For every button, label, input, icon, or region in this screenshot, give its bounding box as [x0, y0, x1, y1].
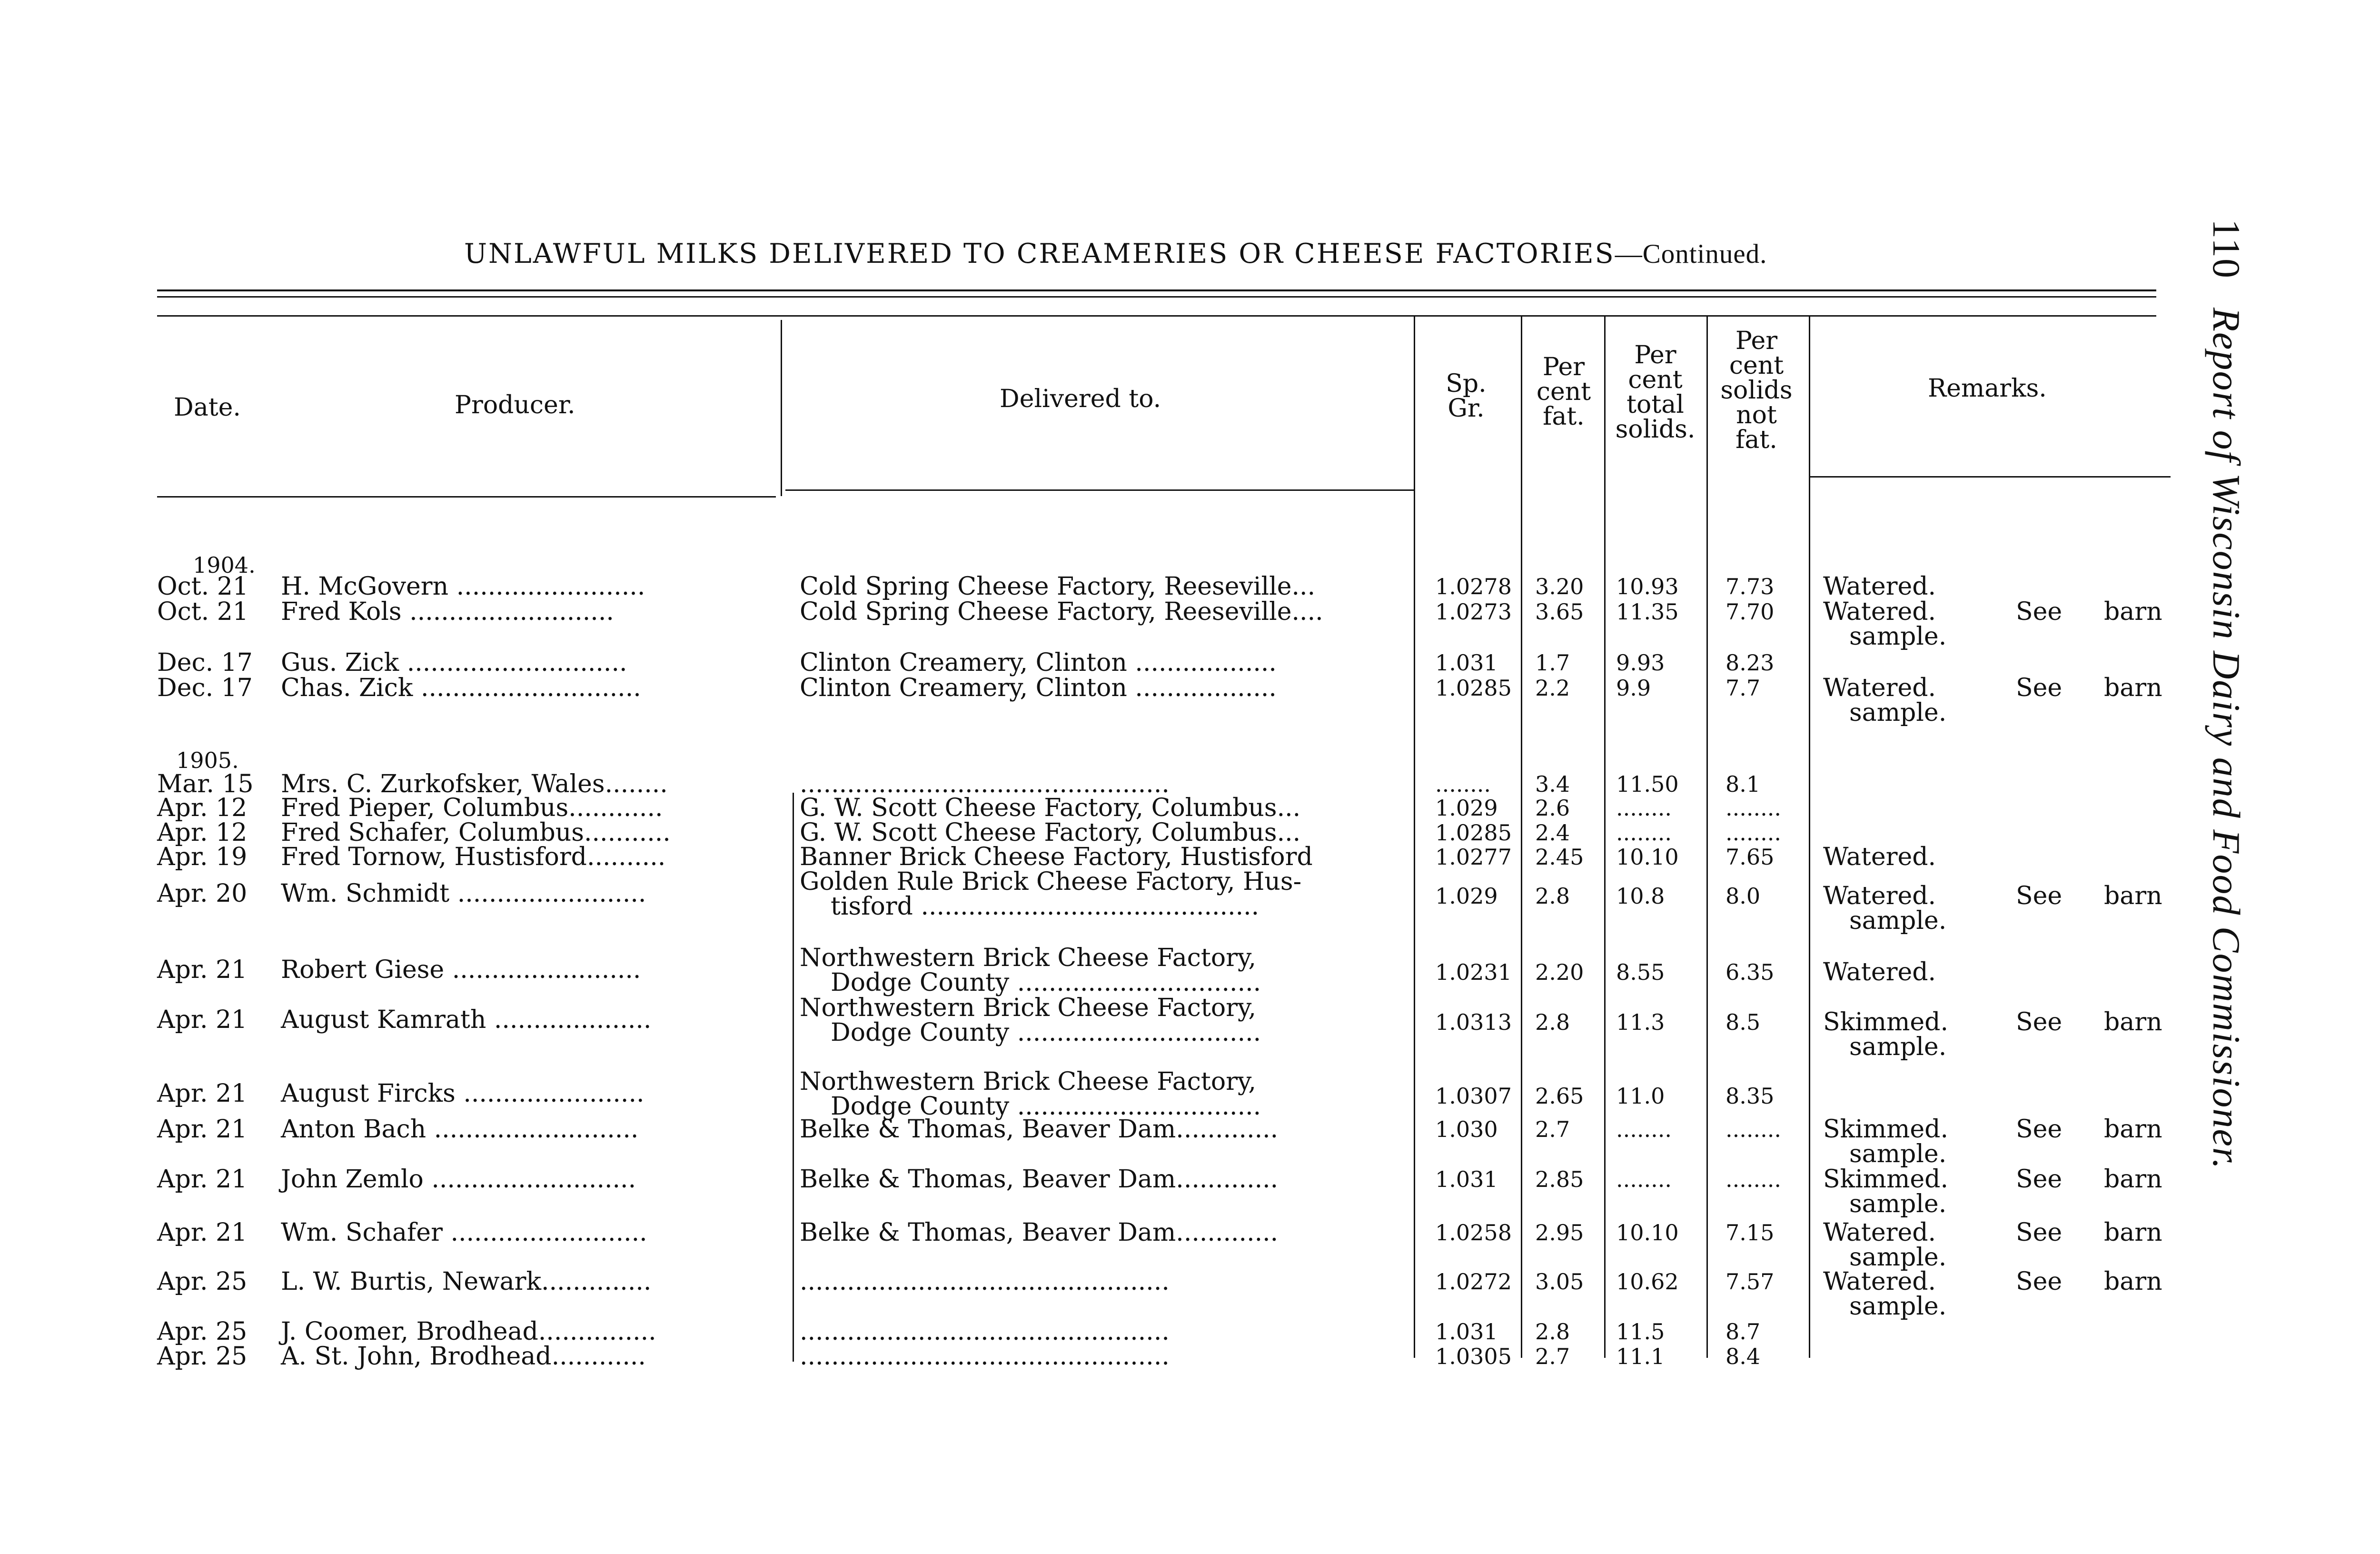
row-spgr: 1.031: [1435, 650, 1498, 676]
row-spgr: 1.0277: [1435, 844, 1512, 870]
row-date: Apr. 21: [157, 956, 248, 984]
header-total-line: total: [1626, 390, 1684, 419]
running-head: [2204, 219, 2249, 1170]
row-total-solids: 11.1: [1616, 1344, 1665, 1369]
row-solids-not-fat: 8.1: [1726, 771, 1761, 797]
row-delivered: G. W. Scott Cheese Factory, Columbus...: [800, 818, 1301, 847]
row-solids-not-fat: 8.4: [1726, 1344, 1761, 1369]
row-spgr: 1.029: [1435, 883, 1498, 909]
row-total-solids: ........: [1616, 1166, 1672, 1192]
row-remarks: Watered.: [1823, 598, 1936, 626]
row-delivered: ...............................................: [800, 770, 1170, 798]
row-date: Apr. 25: [157, 1267, 248, 1296]
row-producer: Anton Bach ..........................: [281, 1115, 639, 1144]
row-fat: 2.4: [1535, 820, 1570, 846]
row-remarks: Watered.: [1823, 572, 1936, 601]
header-producer: Producer.: [455, 391, 575, 419]
row-total-solids: 11.3: [1616, 1009, 1665, 1035]
row-fat: 2.95: [1535, 1220, 1584, 1245]
row-remarks-sample: sample.: [1849, 906, 1947, 935]
row-remarks-sample: sample.: [1849, 1140, 1947, 1168]
row-solids-not-fat: 7.73: [1726, 574, 1775, 599]
row-solids-not-fat: 8.23: [1726, 650, 1775, 676]
row-delivered-cont: tisford ...........................................: [831, 892, 1259, 921]
row-solids-not-fat: 8.7: [1726, 1319, 1761, 1345]
header-fat-line: cent: [1536, 378, 1591, 406]
row-remarks: Watered.: [1823, 1218, 1936, 1247]
row-solids-not-fat: 6.35: [1726, 959, 1775, 985]
row-producer: Fred Pieper, Columbus............: [281, 794, 663, 822]
col-divider-snf: [1706, 315, 1708, 1358]
row-fat: 3.20: [1535, 574, 1584, 599]
row-remarks-sample: sample.: [1849, 622, 1947, 651]
row-delivered: Cold Spring Cheese Factory, Reeseville...: [800, 572, 1316, 601]
row-total-solids: 11.35: [1616, 599, 1679, 625]
row-delivered-cont: Dodge County ...............................: [831, 1018, 1261, 1047]
header-snf-line: solids: [1720, 376, 1793, 405]
row-date: Apr. 12: [157, 818, 248, 847]
row-total-solids: ........: [1616, 1116, 1672, 1142]
row-fat: 2.8: [1535, 1319, 1570, 1345]
row-spgr: 1.030: [1435, 1116, 1498, 1142]
row-delivered: Belke & Thomas, Beaver Dam.............: [800, 1165, 1279, 1194]
row-remarks: Skimmed.: [1823, 1115, 1948, 1144]
header-rule-left: [157, 496, 776, 498]
row-spgr: ........: [1435, 771, 1491, 797]
header-snf-line: Per: [1735, 327, 1778, 355]
row-remarks: Skimmed.: [1823, 1165, 1948, 1194]
row-date: Mar. 15: [157, 770, 254, 798]
col-divider-total: [1604, 315, 1606, 1358]
top-rule-1: [157, 289, 2156, 291]
row-solids-not-fat: 8.35: [1726, 1083, 1775, 1109]
row-solids-not-fat: 7.70: [1726, 599, 1775, 625]
row-spgr: 1.0305: [1435, 1344, 1512, 1369]
row-producer: J. Coomer, Brodhead...............: [281, 1317, 656, 1346]
row-date: Oct. 21: [157, 572, 248, 601]
row-fat: 2.20: [1535, 959, 1584, 985]
row-remarks-sample: sample.: [1849, 1190, 1947, 1218]
row-delivered: Clinton Creamery, Clinton ..................: [800, 674, 1277, 702]
row-remarks-see: See: [2016, 598, 2063, 626]
row-fat: 1.7: [1535, 650, 1570, 676]
page-number: 110: [2205, 219, 2248, 279]
row-remarks-see: See: [2016, 882, 2063, 910]
row-solids-not-fat: 7.65: [1726, 844, 1775, 870]
row-spgr: 1.0278: [1435, 574, 1512, 599]
row-solids-not-fat: ........: [1726, 795, 1781, 821]
row-date: Dec. 17: [157, 648, 253, 677]
row-delivered: Banner Brick Cheese Factory, Hustisford: [800, 843, 1313, 871]
row-total-solids: 8.55: [1616, 959, 1665, 985]
header-spgr-line: Sp.: [1446, 369, 1487, 398]
row-total-solids: 9.93: [1616, 650, 1665, 676]
row-spgr: 1.0313: [1435, 1009, 1512, 1035]
row-fat: 3.65: [1535, 599, 1584, 625]
row-spgr: 1.0258: [1435, 1220, 1512, 1245]
row-remarks-barn: barn: [2104, 1115, 2162, 1144]
row-remarks-barn: barn: [2104, 1218, 2162, 1247]
row-delivered: Northwestern Brick Cheese Factory,: [800, 994, 1256, 1022]
row-producer: August Fircks .......................: [281, 1079, 645, 1108]
row-producer: A. St. John, Brodhead............: [281, 1342, 646, 1371]
row-spgr: 1.0273: [1435, 599, 1512, 625]
title-text: UNLAWFUL MILKS DELIVERED TO CREAMERIES OR CHEESE FACTORIES: [464, 238, 1615, 269]
row-spgr: 1.0231: [1435, 959, 1512, 985]
row-producer: Mrs. C. Zurkofsker, Wales........: [281, 770, 668, 798]
year-label: 1904.: [193, 552, 256, 578]
top-rule-3: [157, 315, 2156, 317]
row-remarks-sample: sample.: [1849, 1243, 1947, 1272]
row-producer: H. McGovern ........................: [281, 572, 645, 601]
row-remarks-see: See: [2016, 1115, 2063, 1144]
header-delivered: Delivered to.: [1000, 385, 1161, 413]
row-producer: Wm. Schafer .........................: [281, 1218, 647, 1247]
row-delivered-cont: Dodge County ...............................: [831, 1092, 1261, 1121]
row-fat: 2.85: [1535, 1166, 1584, 1192]
row-remarks: Watered.: [1823, 958, 1936, 986]
row-date: Apr. 21: [157, 1115, 248, 1144]
col-divider-delivered: [793, 793, 794, 1362]
row-fat: 3.05: [1535, 1269, 1584, 1295]
row-solids-not-fat: ........: [1726, 1166, 1781, 1192]
header-snf-line: fat.: [1735, 426, 1777, 454]
row-remarks-sample: sample.: [1849, 698, 1947, 727]
row-spgr: 1.0272: [1435, 1269, 1512, 1295]
row-date: Apr. 21: [157, 1165, 248, 1194]
header-rule-mid: [785, 489, 1414, 491]
row-delivered: G. W. Scott Cheese Factory, Columbus...: [800, 794, 1301, 822]
row-spgr: 1.0285: [1435, 820, 1512, 846]
row-remarks-barn: barn: [2104, 1165, 2162, 1194]
row-total-solids: 11.50: [1616, 771, 1679, 797]
row-remarks: Watered.: [1823, 882, 1936, 910]
row-fat: 2.8: [1535, 883, 1570, 909]
row-remarks-sample: sample.: [1849, 1033, 1947, 1061]
row-remarks-see: See: [2016, 1008, 2063, 1036]
row-date: Apr. 25: [157, 1317, 248, 1346]
row-spgr: 1.0285: [1435, 675, 1512, 701]
row-total-solids: 10.10: [1616, 1220, 1679, 1245]
row-solids-not-fat: 8.0: [1726, 883, 1761, 909]
row-fat: 2.45: [1535, 844, 1584, 870]
row-date: Apr. 20: [157, 879, 248, 908]
col-divider-spgr: [1414, 315, 1415, 1358]
row-fat: 2.7: [1535, 1116, 1570, 1142]
top-rule-2: [157, 296, 2156, 298]
row-producer: L. W. Burtis, Newark..............: [281, 1267, 652, 1296]
page-title: [464, 238, 1767, 269]
row-total-solids: 9.9: [1616, 675, 1651, 701]
header-remarks: Remarks.: [1928, 374, 2047, 403]
row-total-solids: 10.8: [1616, 883, 1665, 909]
row-delivered: Golden Rule Brick Cheese Factory, Hus-: [800, 867, 1302, 896]
row-fat: 3.4: [1535, 771, 1570, 797]
row-remarks-barn: barn: [2104, 1267, 2162, 1296]
row-delivered: Belke & Thomas, Beaver Dam.............: [800, 1115, 1279, 1144]
row-remarks: Watered.: [1823, 1267, 1936, 1296]
row-spgr: 1.031: [1435, 1166, 1498, 1192]
header-spgr-line: Gr.: [1448, 394, 1485, 423]
row-delivered: Northwestern Brick Cheese Factory,: [800, 944, 1256, 972]
row-remarks: Watered.: [1823, 843, 1936, 871]
row-date: Dec. 17: [157, 674, 253, 702]
col-divider-remarks: [1809, 315, 1810, 1358]
row-producer: Fred Kols ..........................: [281, 598, 614, 626]
header-snf-line: cent: [1729, 351, 1784, 380]
row-delivered: ...............................................: [800, 1267, 1170, 1296]
header-fat-line: fat.: [1543, 402, 1585, 431]
row-producer: Gus. Zick ............................: [281, 648, 627, 677]
row-remarks-barn: barn: [2104, 882, 2162, 910]
row-solids-not-fat: ........: [1726, 820, 1781, 846]
header-total-line: solids.: [1615, 415, 1696, 444]
row-delivered: Cold Spring Cheese Factory, Reeseville....: [800, 598, 1323, 626]
row-remarks-see: See: [2016, 1165, 2063, 1194]
year-label: 1905.: [176, 747, 239, 773]
col-divider-fat: [1521, 315, 1522, 1358]
row-total-solids: 11.5: [1616, 1319, 1665, 1345]
row-total-solids: ........: [1616, 820, 1672, 846]
row-spgr: 1.0307: [1435, 1083, 1512, 1109]
row-remarks-barn: barn: [2104, 674, 2162, 702]
row-producer: Fred Schafer, Columbus...........: [281, 818, 671, 847]
row-total-solids: 11.0: [1616, 1083, 1665, 1109]
header-solids-not-fat: [1709, 329, 1804, 452]
header-date: Date.: [174, 393, 241, 422]
title-suffix: —Continued.: [1615, 239, 1767, 269]
row-delivered: ...............................................: [800, 1317, 1170, 1346]
row-solids-not-fat: 7.57: [1726, 1269, 1775, 1295]
row-date: Apr. 12: [157, 794, 248, 822]
row-total-solids: 10.62: [1616, 1269, 1679, 1295]
row-date: Apr. 21: [157, 1079, 248, 1108]
row-spgr: 1.029: [1435, 795, 1498, 821]
row-fat: 2.7: [1535, 1344, 1570, 1369]
row-total-solids: ........: [1616, 795, 1672, 821]
row-solids-not-fat: ........: [1726, 1116, 1781, 1142]
row-remarks-sample: sample.: [1849, 1292, 1947, 1321]
row-date: Oct. 21: [157, 598, 248, 626]
row-producer: John Zemlo ..........................: [281, 1165, 636, 1194]
row-total-solids: 10.93: [1616, 574, 1679, 599]
row-producer: Fred Tornow, Hustisford..........: [281, 843, 666, 871]
row-delivered: Northwestern Brick Cheese Factory,: [800, 1067, 1256, 1096]
row-remarks-barn: barn: [2104, 598, 2162, 626]
row-total-solids: 10.10: [1616, 844, 1679, 870]
row-producer: August Kamrath ....................: [281, 1006, 652, 1034]
row-date: Apr. 19: [157, 843, 248, 871]
row-remarks: Watered.: [1823, 674, 1936, 702]
header-fat-line: Per: [1542, 353, 1585, 381]
row-fat: 2.8: [1535, 1009, 1570, 1035]
header-total-line: cent: [1628, 366, 1683, 394]
row-date: Apr. 21: [157, 1006, 248, 1034]
row-remarks-see: See: [2016, 674, 2063, 702]
header-rule-right: [1809, 476, 2171, 478]
header-spgr: [1440, 371, 1492, 421]
row-delivered: Clinton Creamery, Clinton ..................: [800, 648, 1277, 677]
row-fat: 2.6: [1535, 795, 1570, 821]
row-date: Apr. 21: [157, 1218, 248, 1247]
running-head-text: Report of Wisconsin Dairy and Food Commissioner.: [2205, 307, 2248, 1170]
row-remarks: Skimmed.: [1823, 1008, 1948, 1036]
header-total-solids: [1606, 343, 1704, 442]
row-delivered: ...............................................: [800, 1342, 1170, 1371]
row-spgr: 1.031: [1435, 1319, 1498, 1345]
row-producer: Wm. Schmidt ........................: [281, 879, 646, 908]
row-delivered-cont: Dodge County ...............................: [831, 968, 1261, 997]
header-fat: [1526, 355, 1602, 429]
header-total-line: Per: [1634, 341, 1676, 369]
header-snf-line: not: [1736, 401, 1777, 429]
row-fat: 2.2: [1535, 675, 1570, 701]
row-producer: Robert Giese ........................: [281, 956, 641, 984]
row-solids-not-fat: 7.15: [1726, 1220, 1775, 1245]
row-remarks-barn: barn: [2104, 1008, 2162, 1036]
row-delivered: Belke & Thomas, Beaver Dam.............: [800, 1218, 1279, 1247]
row-solids-not-fat: 7.7: [1726, 675, 1761, 701]
row-remarks-see: See: [2016, 1218, 2063, 1247]
row-remarks-see: See: [2016, 1267, 2063, 1296]
row-fat: 2.65: [1535, 1083, 1584, 1109]
row-solids-not-fat: 8.5: [1726, 1009, 1761, 1035]
row-producer: Chas. Zick ............................: [281, 674, 641, 702]
row-date: Apr. 25: [157, 1342, 248, 1371]
col-divider-producer: [781, 320, 782, 496]
